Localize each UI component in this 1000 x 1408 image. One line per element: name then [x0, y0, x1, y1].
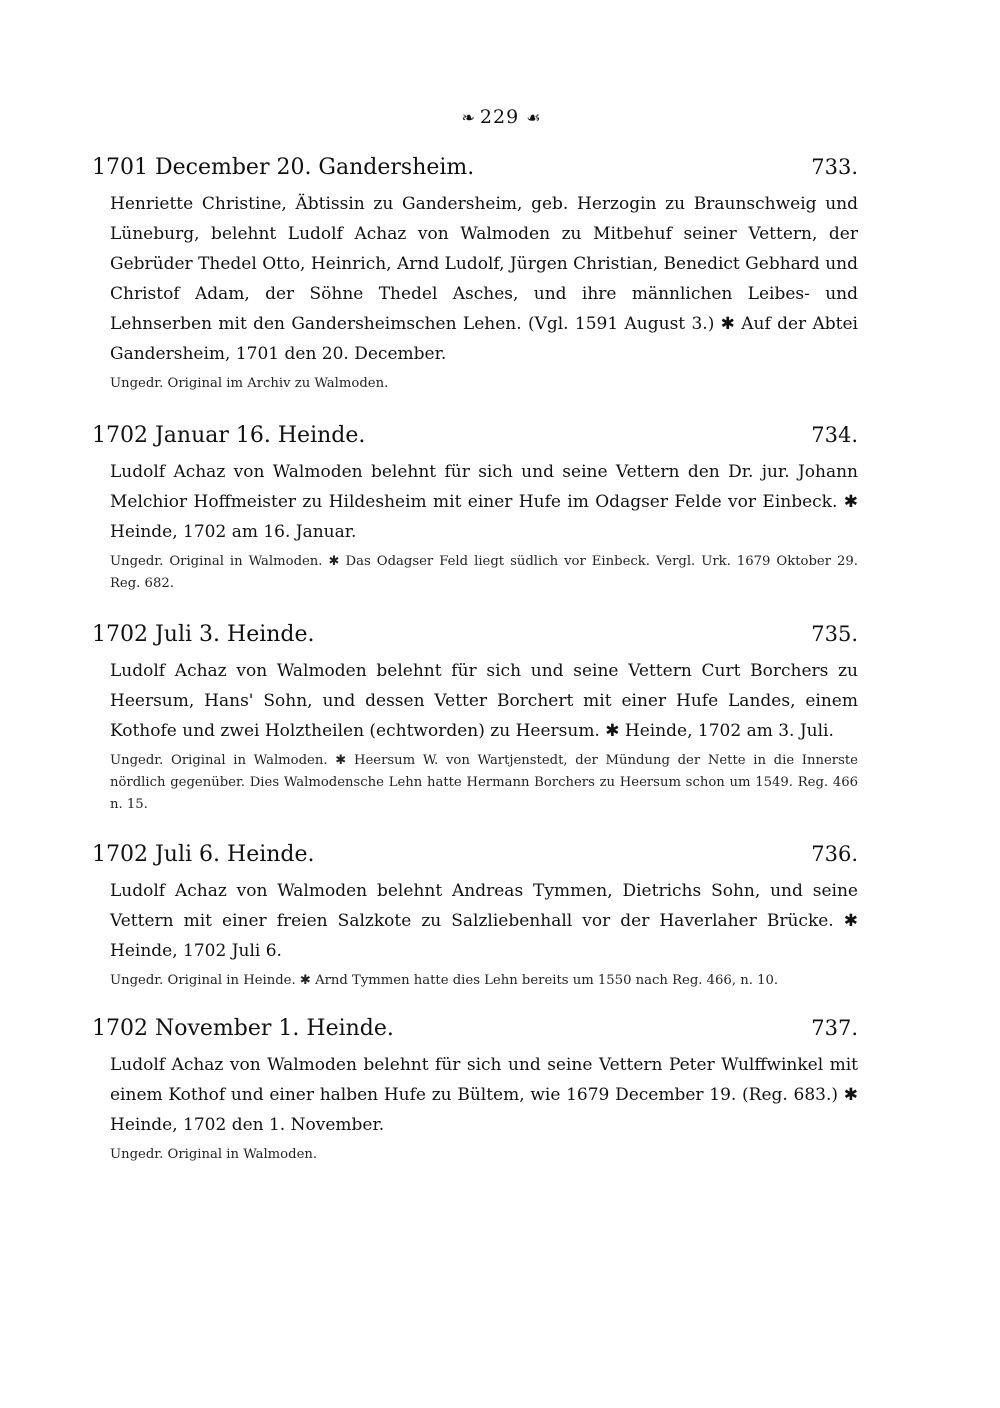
- regest-entry-734: [92, 423, 858, 595]
- right-ornament-icon: ☙: [526, 108, 539, 127]
- entry-text: Ludolf Achaz von Walmoden belehnt für sich und seine Vettern Peter Wulffwinkel mit einem Kothof und einer halben Hufe zu Bültem, wie 1679 December 19. (Reg. 683.) ✱ Heinde, 1702 den 1. November.: [110, 1055, 858, 1135]
- entry-heading: [92, 1016, 858, 1050]
- entry-date-place: 1702 November 1. Heinde.: [92, 1016, 394, 1041]
- entry-date-place: 1702 Juli 6. Heinde.: [92, 842, 315, 867]
- entry-note: Ungedr. Original im Archiv zu Walmoden.: [110, 376, 389, 391]
- entry-number: 735.: [811, 622, 858, 646]
- entry-note: Ungedr. Original in Walmoden. ✱ Das Odagser Feld liegt südlich vor Einbeck. Vergl. Urk. 1679 Oktober 29. Reg. 682.: [110, 554, 858, 591]
- entry-number: 733.: [811, 155, 858, 179]
- entry-number: 734.: [811, 423, 858, 447]
- entry-heading: [92, 842, 858, 876]
- entry-date-place: 1702 Juli 3. Heinde.: [92, 622, 315, 647]
- entry-note: Ungedr. Original in Walmoden.: [110, 1147, 318, 1162]
- regest-entry-733: [92, 155, 858, 395]
- regest-entry-736: [92, 842, 858, 992]
- entry-date-place: 1702 Januar 16. Heinde.: [92, 423, 366, 448]
- entry-date-place: 1701 December 20. Gandersheim.: [92, 155, 475, 180]
- page-header: [0, 106, 1000, 128]
- entry-note: Ungedr. Original in Walmoden. ✱ Heersum W. von Wartjenstedt, der Mündung der Nette in die Innerste nördlich gegenüber. Dies Walmodensche Lehn hatte Hermann Borchers zu Heersum schon um 1549. Reg. 466 n. 15.: [110, 753, 858, 812]
- entry-note: Ungedr. Original in Heinde. ✱ Arnd Tymmen hatte dies Lehn bereits um 1550 nach Reg. 466, n. 10.: [110, 973, 779, 988]
- entry-number: 736.: [811, 842, 858, 866]
- entry-heading: [92, 423, 858, 457]
- entry-number: 737.: [811, 1016, 858, 1040]
- entry-text: Ludolf Achaz von Walmoden belehnt für sich und seine Vettern den Dr. jur. Johann Melchior Hoffmeister zu Hildesheim mit einer Hufe im Odagser Felde vor Einbeck. ✱ Heinde, 1702 am 16. Januar.: [110, 462, 858, 542]
- regest-entry-735: [92, 622, 858, 816]
- left-ornament-icon: ❧: [461, 108, 473, 127]
- entry-text: Ludolf Achaz von Walmoden belehnt für sich und seine Vettern Curt Borchers zu Heersum, Hans' Sohn, und dessen Vetter Borchert mit einer Hufe Landes, einem Kothofe und zwei Holztheilen (echtworden) zu Heersum. ✱ Heinde, 1702 am 3. Juli.: [110, 661, 858, 741]
- entry-heading: [92, 155, 858, 189]
- page-number: 229: [479, 106, 520, 128]
- regest-entry-737: [92, 1016, 858, 1166]
- entry-heading: [92, 622, 858, 656]
- entry-text: Henriette Christine, Äbtissin zu Gandersheim, geb. Herzogin zu Braunschweig und Lüneburg, belehnt Ludolf Achaz von Walmoden zu Mitbehuf seiner Vettern, der Gebrüder Thedel Otto, Heinrich, Arnd Ludolf, Jürgen Christian, Benedict Gebhard und Christof Adam, der Söhne Thedel Asches, und ihre männlichen Leibes- und Lehnserben mit den Gandersheimschen Lehen. (Vgl. 1591 August 3.) ✱ Auf der Abtei Gandersheim, 1701 den 20. December.: [110, 194, 858, 364]
- entry-text: Ludolf Achaz von Walmoden belehnt Andreas Tymmen, Dietrichs Sohn, und seine Vettern mit einer freien Salzkote zu Salzliebenhall vor der Haverlaher Brücke. ✱ Heinde, 1702 Juli 6.: [110, 881, 858, 961]
